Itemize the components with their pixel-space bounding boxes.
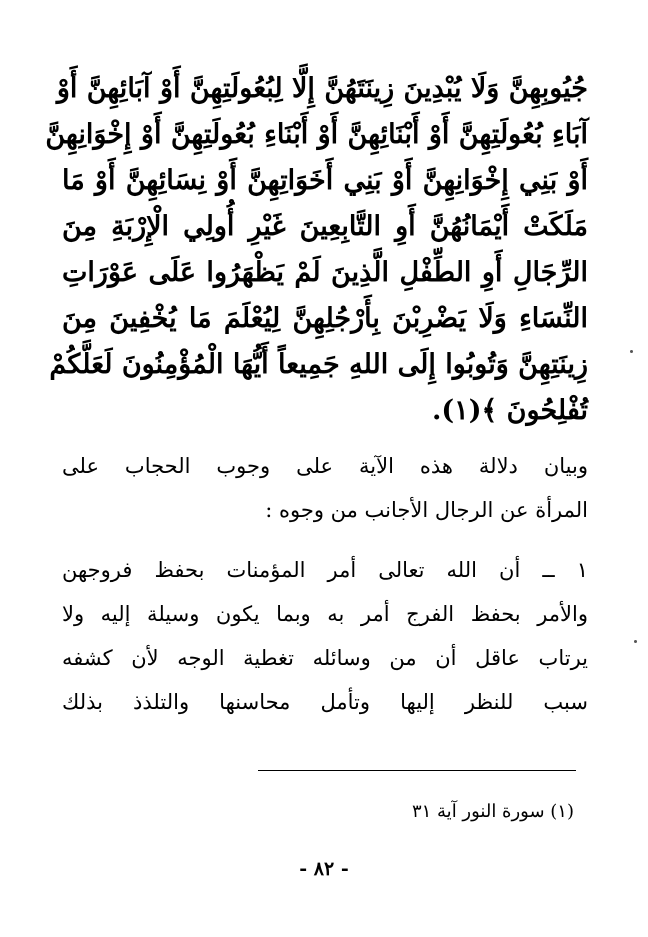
paragraph-line: والأمر بحفظ الفرج أمر به وبما يكون وسيلة إليه ولا	[62, 602, 589, 626]
page-number: - ٨٢ -	[299, 858, 349, 880]
quran-verse-block	[45, 66, 588, 434]
quran-line: أَوْ بَنِي إِخْوَانِهِنَّ أَوْ بَنِي أَخَوَاتِهِنَّ أَوْ نِسَائِهِنَّ أَوْ مَا	[62, 165, 588, 196]
footnote: (١) سورة النور آية ٣١	[411, 801, 574, 822]
quran-line: الرِّجَالِ أَوِ الطِّفْلِ الَّذِينَ لَمْ يَظْهَرُوا عَلَى عَوْرَاتِ	[62, 257, 588, 288]
paragraph-line: ١ ــ أن الله تعالى أمر المؤمنات بحفظ فروجهن	[62, 558, 588, 582]
margin-speck	[630, 350, 633, 353]
margin-speck	[634, 640, 637, 643]
footnote-divider	[258, 770, 576, 771]
quran-line: مَلَكَتْ أَيْمَانُهُنَّ أَوِ التَّابِعِينَ غَيْرِ أُولِي الْإِرْبَةِ مِنَ	[62, 211, 588, 242]
paragraph-point-one	[62, 548, 588, 724]
quran-line: جُيُوبِهِنَّ وَلَا يُبْدِينَ زِينَتَهُنَّ إِلَّا لِبُعُولَتِهِنَّ أَوْ آبَائِهِنَّ أَوْ	[56, 73, 588, 104]
paragraph-intro	[62, 444, 588, 532]
paragraph-line: المرأة عن الرجال الأجانب من وجوه :	[265, 498, 588, 522]
quran-line: زِينَتِهِنَّ وَتُوبُوا إِلَى اللهِ جَمِيعاً أَيُّهَا الْمُؤْمِنُونَ لَعَلَّكُمْ	[49, 349, 588, 380]
quran-line: النِّسَاءِ وَلَا يَضْرِبْنَ بِأَرْجُلِهِنَّ لِيُعْلَمَ مَا يُخْفِينَ مِنَ	[62, 303, 588, 334]
paragraph-line: وبيان دلالة هذه الآية على وجوب الحجاب على	[62, 454, 588, 478]
paragraph-line: سبب للنظر إليها وتأمل محاسنها والتلذذ بذلك	[62, 690, 588, 714]
quran-line: تُفْلِحُونَ ﴾(١).	[431, 395, 588, 426]
quran-line: آبَاءِ بُعُولَتِهِنَّ أَوْ أَبْنَائِهِنَّ أَوْ أَبْنَاءِ بُعُولَتِهِنَّ أَوْ إِخْوَانِهِنَّ	[45, 119, 588, 150]
paragraph-line: يرتاب عاقل أن من وسائله تغطية الوجه لأن كشفه	[62, 646, 588, 670]
